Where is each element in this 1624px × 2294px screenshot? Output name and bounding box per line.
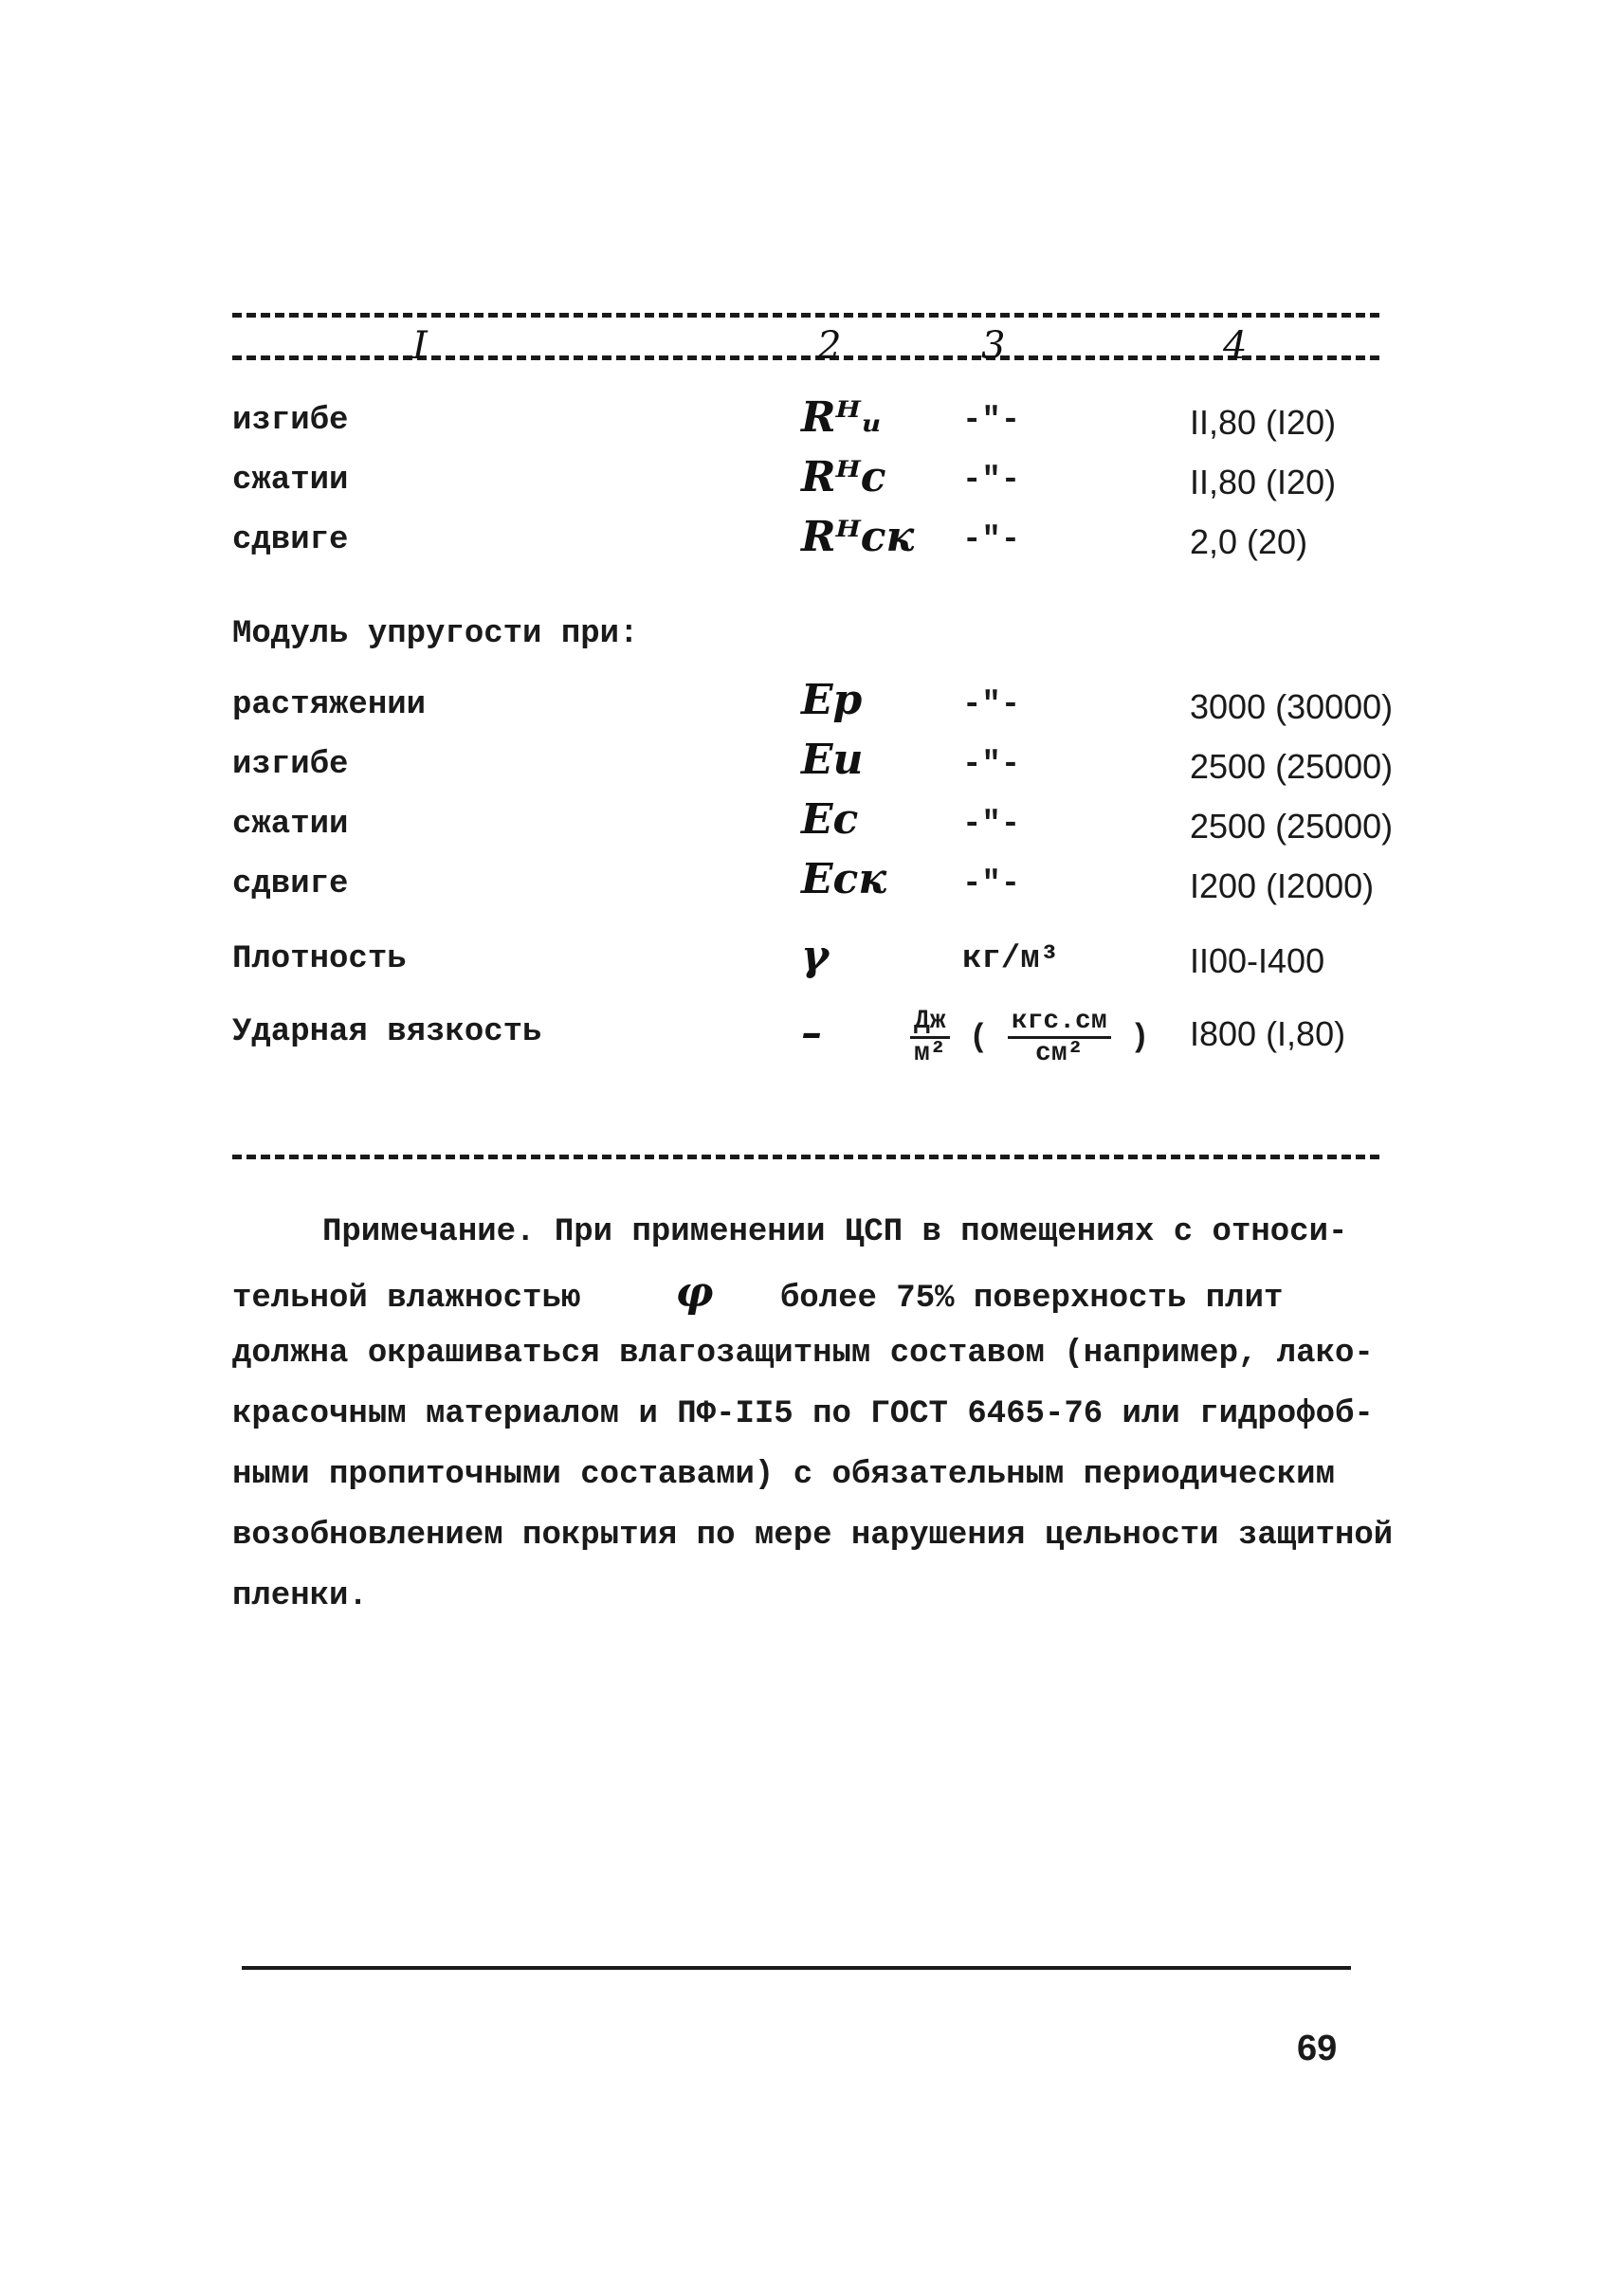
symbol-e-compression: Eс: [801, 795, 859, 844]
table-bottom-rule: [232, 1155, 1379, 1159]
row-unit: -"-: [962, 403, 1021, 439]
note-line-1: Примечание. При применении ЦСП в помещениях с относи-: [322, 1214, 1348, 1250]
row-unit: кг/м³: [962, 941, 1060, 977]
footer-rule: [242, 1966, 1351, 1970]
impact-unit: $\frac{Дж}{\text{м²}}$ ( $\frac{\text{кгс.см}}{\text{см²}}$ ): [910, 1007, 1149, 1068]
row-label: изгибе: [232, 747, 349, 783]
symbol-e-bending: Eи: [801, 736, 864, 784]
symbol-r-bending: Rᴴᵤ: [801, 393, 883, 442]
symbol-e-shear: Eск: [801, 855, 887, 903]
row-value: 2500 (25000): [1190, 747, 1394, 786]
row-value: 2500 (25000): [1190, 807, 1394, 846]
row-label: сжатии: [232, 463, 349, 499]
note-line-3: должна окрашиваться влагозащитным составом (например, лако-: [232, 1336, 1374, 1372]
row-label: растяжении: [232, 687, 427, 723]
symbol-density: γ: [801, 932, 830, 980]
column-number-2: 2: [817, 324, 842, 368]
note-line-4: красочным материалом и ПФ-II5 по ГОСТ 6465-76 или гидрофоб-: [232, 1396, 1374, 1432]
unit-fraction-si: $\frac{Дж}{\text{м²}}$: [910, 1007, 950, 1068]
symbol-dash: –: [801, 1009, 822, 1057]
row-value: I800 (I,80): [1190, 1014, 1346, 1053]
page-number: 69: [1297, 2029, 1338, 2068]
row-label: Ударная вязкость: [232, 1014, 542, 1050]
row-value: II00-I400: [1190, 941, 1325, 980]
section-header: Модуль упругости при:: [232, 616, 639, 652]
row-unit: -"-: [962, 866, 1021, 902]
row-unit: -"-: [962, 522, 1021, 558]
column-number-4: 4: [1223, 324, 1248, 368]
note-line-2: тельной влажностью φ более 75% поверхность плит: [232, 1268, 1284, 1317]
note-line-5: ными пропиточными составами) с обязательным периодическим: [232, 1457, 1335, 1493]
row-label: сдвиге: [232, 866, 349, 902]
row-value: 2,0 (20): [1190, 522, 1308, 561]
column-number-3: 3: [981, 324, 1006, 368]
row-unit: -"-: [962, 463, 1021, 499]
row-label: изгибе: [232, 403, 349, 439]
note-line-6: возобновлением покрытия по мере нарушения цельности защитной: [232, 1518, 1394, 1554]
row-unit: -"-: [962, 747, 1021, 783]
row-value: I200 (I2000): [1190, 866, 1375, 905]
row-label: сдвиге: [232, 522, 349, 558]
row-value: 3000 (30000): [1190, 687, 1394, 726]
symbol-r-shear: Rᴴск: [801, 513, 915, 561]
unit-fraction-kgf: $\frac{\text{кгс.см}}{\text{см²}}$: [1008, 1007, 1111, 1068]
phi-symbol: φ: [675, 1268, 714, 1317]
table-top-rule: [232, 313, 1379, 318]
row-value: II,80 (I20): [1190, 403, 1337, 442]
note-line-7: пленки.: [232, 1578, 368, 1614]
row-label: Плотность: [232, 941, 407, 977]
row-unit: -"-: [962, 807, 1021, 843]
column-number-1: I: [412, 324, 428, 368]
symbol-e-tension: Eр: [801, 676, 863, 724]
symbol-r-compression: Rᴴc: [801, 453, 886, 501]
row-unit: -"-: [962, 687, 1021, 723]
row-value: II,80 (I20): [1190, 463, 1337, 501]
row-label: сжатии: [232, 807, 349, 843]
table-header-rule: [232, 355, 1379, 360]
